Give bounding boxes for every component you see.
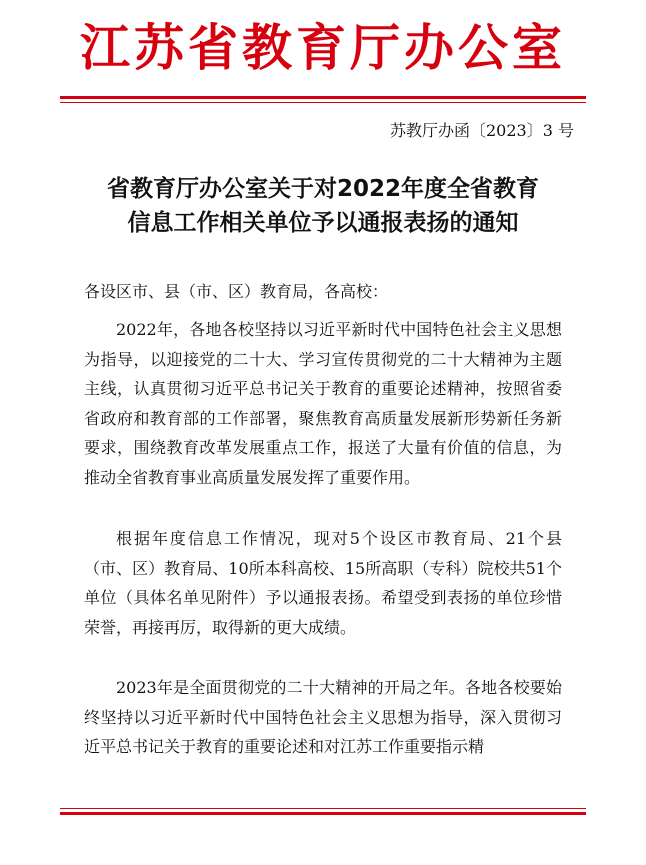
footer-rule-thick: [60, 812, 586, 815]
salutation: 各设区市、县（市、区）教育局，各高校：: [84, 282, 389, 301]
body-paragraph-3: [84, 673, 562, 762]
body-paragraph-2: [84, 524, 562, 642]
paragraph-text: 2022年，各地各校坚持以习近平新时代中国特色社会主义思想为指导，以迎接党的二十大、学习宣传贯彻党的二十大精神为主题主线，认真贯彻习近平总书记关于教育的重要论述精神，按照省委省政府和教育部的工作部署，聚焦教育高质量发展新形势新任务新要求，围绕教育改革发展重点工作，报送了大量有价值的信息，为推动全省教育事业高质量发展发挥了重要作用。: [84, 320, 562, 487]
header-rule-thick: [60, 96, 586, 99]
footer-rule-thin: [60, 808, 586, 809]
body-paragraph-1: [84, 315, 562, 492]
paragraph-text: 2023年是全面贯彻党的二十大精神的开局之年。各地各校要始终坚持以习近平新时代中国特色社会主义思想为指导，深入贯彻习近平总书记关于教育的重要论述和对江苏工作重要指示精: [84, 678, 562, 756]
notice-title-line-2: 信息工作相关单位予以通报表扬的通知: [127, 210, 519, 236]
paragraph-text: 根据年度信息工作情况，现对5个设区市教育局、21个县（市、区）教育局、10所本科高校、15所高职（专科）院校共51个单位（具体名单见附件）予以通报表扬。希望受到表扬的单位珍惜荣誉，再接再厉，取得新的更大成绩。: [84, 529, 562, 637]
header-rule-thin: [60, 102, 586, 103]
document-number: 苏教厅办函〔2023〕3 号: [390, 121, 574, 140]
notice-title-line-1: 省教育厅办公室关于对2022年度全省教育: [106, 176, 539, 202]
letterhead-title: 江苏省教育厅办公室: [80, 18, 566, 77]
